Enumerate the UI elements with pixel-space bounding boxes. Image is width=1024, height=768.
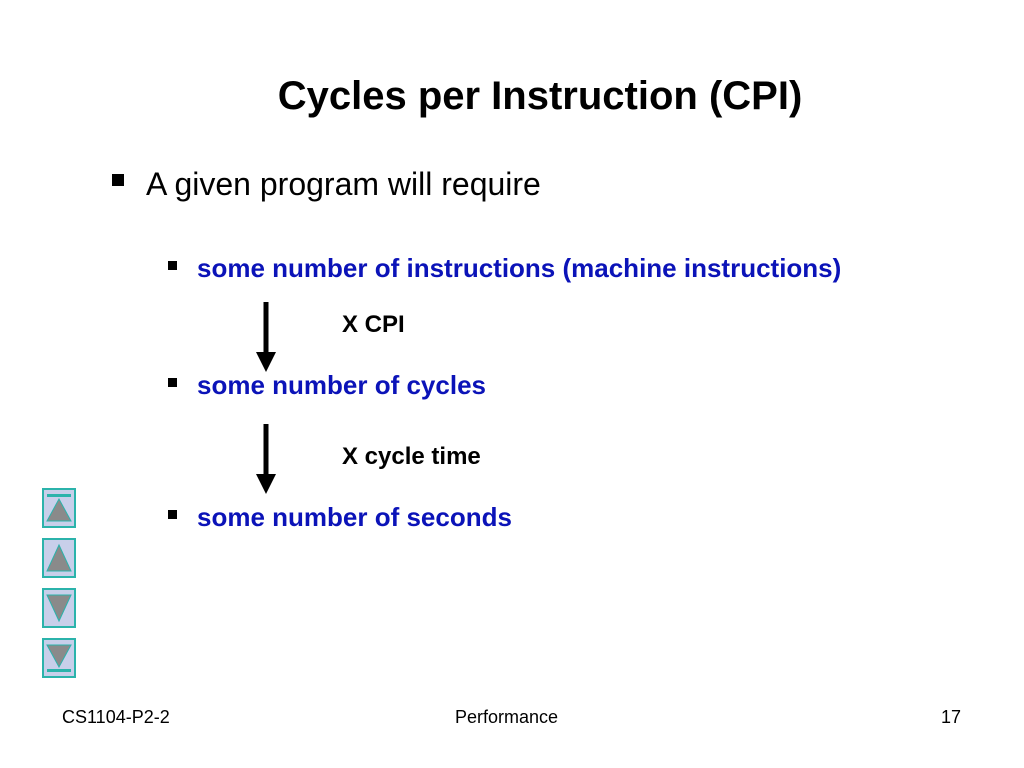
main-bullet-text: A given program will require — [146, 166, 541, 202]
down-arrow-icon — [255, 302, 277, 372]
sub-bullet-text: some number of seconds — [197, 502, 512, 532]
first-slide-button[interactable] — [42, 488, 76, 528]
square-bullet-icon — [112, 174, 124, 186]
sub-bullet-text: some number of cycles — [197, 370, 486, 400]
sub-bullet-instructions — [168, 251, 841, 285]
main-bullet — [112, 163, 541, 205]
last-slide-icon — [44, 640, 74, 676]
first-slide-icon — [44, 490, 74, 526]
slide-title: Cycles per Instruction (CPI) — [277, 74, 803, 118]
sub-bullet-cycles — [168, 368, 486, 402]
step-label-cpi: X CPI — [342, 311, 405, 338]
footer-course-code: CS1104-P2-2 — [62, 707, 170, 727]
next-slide-icon — [44, 590, 74, 626]
step-label-cycle-time: X cycle time — [342, 443, 481, 470]
last-slide-button[interactable] — [42, 638, 76, 678]
sub-bullet-seconds — [168, 500, 512, 534]
sub-bullet-text: some number of instructions (machine instructions) — [197, 253, 842, 283]
square-bullet-icon — [168, 510, 177, 519]
footer-section-title: Performance — [455, 707, 559, 727]
previous-slide-button[interactable] — [42, 538, 76, 578]
previous-slide-icon — [44, 540, 74, 576]
square-bullet-icon — [168, 378, 177, 387]
down-arrow-icon — [255, 424, 277, 494]
next-slide-button[interactable] — [42, 588, 76, 628]
footer-page-number: 17 — [941, 707, 962, 727]
square-bullet-icon — [168, 261, 177, 270]
